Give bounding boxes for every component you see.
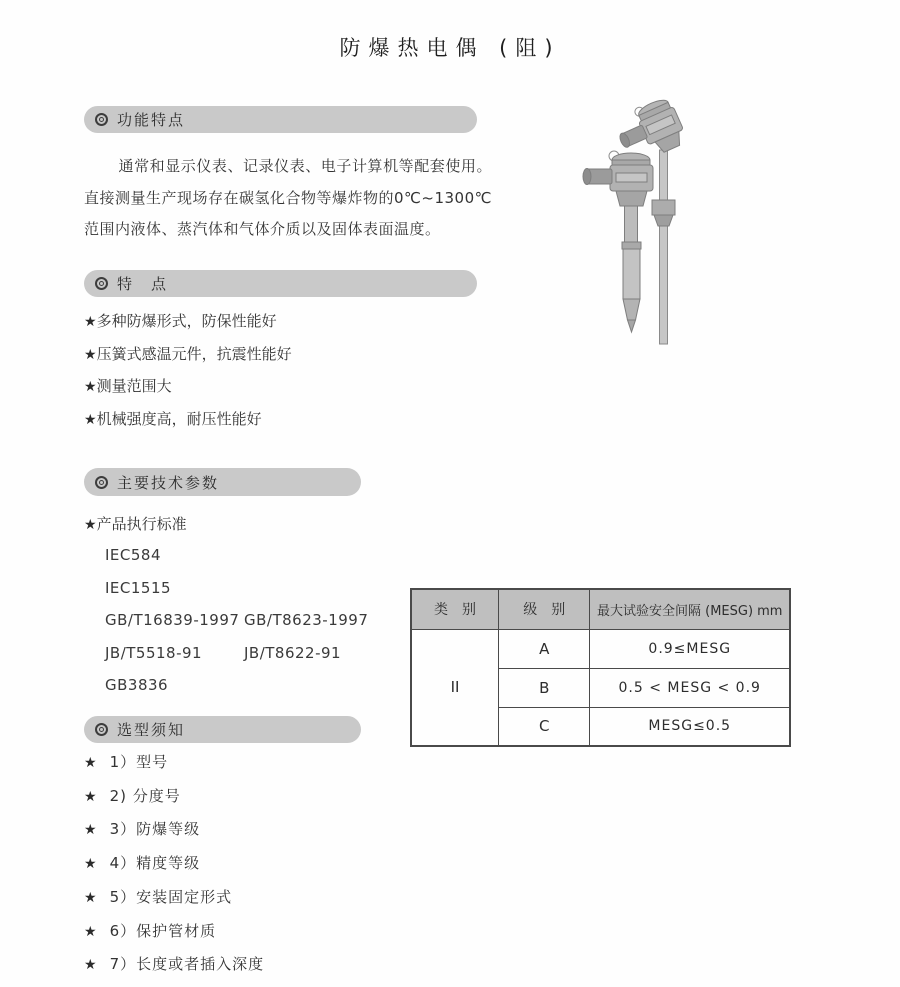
header-level: 级 别	[499, 589, 590, 629]
standard-code: GB/T16839-1997	[105, 611, 240, 630]
mesg-cell: 0.9≤MESG	[590, 629, 790, 668]
selection-item	[84, 813, 264, 847]
level-cell: A	[499, 629, 590, 668]
standard-code: GB3836	[105, 676, 169, 695]
standard-code: IEC1515	[105, 578, 172, 597]
product-image	[558, 92, 742, 352]
standard-item	[105, 539, 368, 572]
feature-item	[84, 306, 292, 339]
section-heading-label: 主要技术参数	[117, 473, 220, 492]
standards-list	[105, 539, 368, 702]
section-heading-label: 特 点	[117, 275, 169, 293]
selection-item	[84, 948, 264, 982]
bullseye-icon	[95, 476, 108, 489]
feature-text: 测量范围大	[96, 377, 172, 395]
thermocouple-straight	[583, 151, 653, 332]
star-icon: ★	[84, 411, 97, 428]
star-icon: ★	[84, 856, 97, 873]
selection-item	[84, 746, 264, 780]
selection-text: 7）长度或者插入深度	[109, 955, 265, 974]
bullseye-icon	[95, 723, 108, 736]
selection-item	[84, 915, 264, 949]
mesg-table	[410, 588, 791, 747]
feature-item	[84, 371, 292, 404]
mesg-cell: MESG≤0.5	[590, 707, 790, 746]
selection-text: 6）保护管材质	[109, 921, 217, 940]
tech-lead	[84, 513, 187, 534]
star-icon: ★	[84, 346, 97, 363]
feature-text: 机械强度高，耐压性能好	[96, 409, 262, 428]
category-cell: II	[411, 629, 499, 746]
level-cell: B	[499, 668, 590, 707]
feature-item	[84, 404, 292, 437]
tech-lead-text: 产品执行标准	[96, 515, 187, 533]
selection-text: 3）防爆等级	[109, 820, 201, 839]
section-heading-label: 选型须知	[117, 721, 186, 739]
feature-text: 多种防爆形式，防保性能好	[96, 312, 277, 330]
star-icon: ★	[84, 788, 97, 805]
standard-item	[105, 604, 368, 637]
selection-item	[84, 847, 264, 881]
mesg-cell: 0.5 < MESG < 0.9	[590, 668, 790, 707]
section-heading-label: 功能特点	[117, 111, 186, 129]
header-category: 类 别	[411, 589, 499, 629]
page-title: 防爆热电偶 (阻)	[339, 36, 561, 60]
star-icon: ★	[84, 379, 97, 395]
features-list	[84, 306, 292, 436]
standard-code: JB/T5518-91	[105, 643, 203, 662]
selection-text: 1）型号	[109, 753, 169, 771]
thermocouple-angled-head	[611, 94, 689, 344]
star-icon: ★	[84, 889, 97, 906]
selection-text: 4）精度等级	[109, 854, 201, 873]
selection-text: 5）安装固定形式	[109, 887, 233, 906]
feature-item	[84, 339, 292, 372]
standard-item	[105, 572, 368, 605]
star-icon: ★	[84, 957, 97, 974]
section-header-selection	[84, 716, 361, 743]
function-paragraph: 通常和显示仪表、记录仪表、电子计算机等配套使用。直接测量生产现场存在碳氢化合物等爆炸物的0℃~1300℃范围内液体、蒸汽体和气体介质以及固体表面温度。	[84, 157, 492, 238]
star-icon: ★	[84, 314, 97, 330]
standard-code: JB/T8622-91	[244, 643, 342, 662]
table-row	[411, 629, 790, 668]
selection-item	[84, 780, 264, 814]
star-icon: ★	[84, 517, 97, 533]
selection-item	[84, 881, 264, 915]
bullseye-icon	[95, 113, 108, 126]
standard-code: GB/T8623-1997	[244, 611, 369, 630]
selection-list	[84, 746, 264, 982]
level-cell: C	[499, 707, 590, 746]
feature-text: 压簧式感温元件，抗震性能好	[96, 344, 292, 363]
standard-item	[105, 669, 368, 702]
star-icon: ★	[84, 923, 97, 940]
selection-text: 2) 分度号	[109, 786, 181, 805]
star-icon: ★	[84, 755, 97, 771]
table-header-row	[411, 589, 790, 629]
bullseye-icon	[95, 277, 108, 290]
header-mesg: 最大试验安全间隔 (MESG) mm	[590, 589, 790, 629]
standard-code: IEC584	[105, 546, 162, 564]
section-header-features	[84, 270, 477, 297]
section-header-tech-params	[84, 468, 361, 496]
section-header-function	[84, 106, 477, 133]
star-icon: ★	[84, 822, 97, 839]
standard-item	[105, 637, 368, 670]
